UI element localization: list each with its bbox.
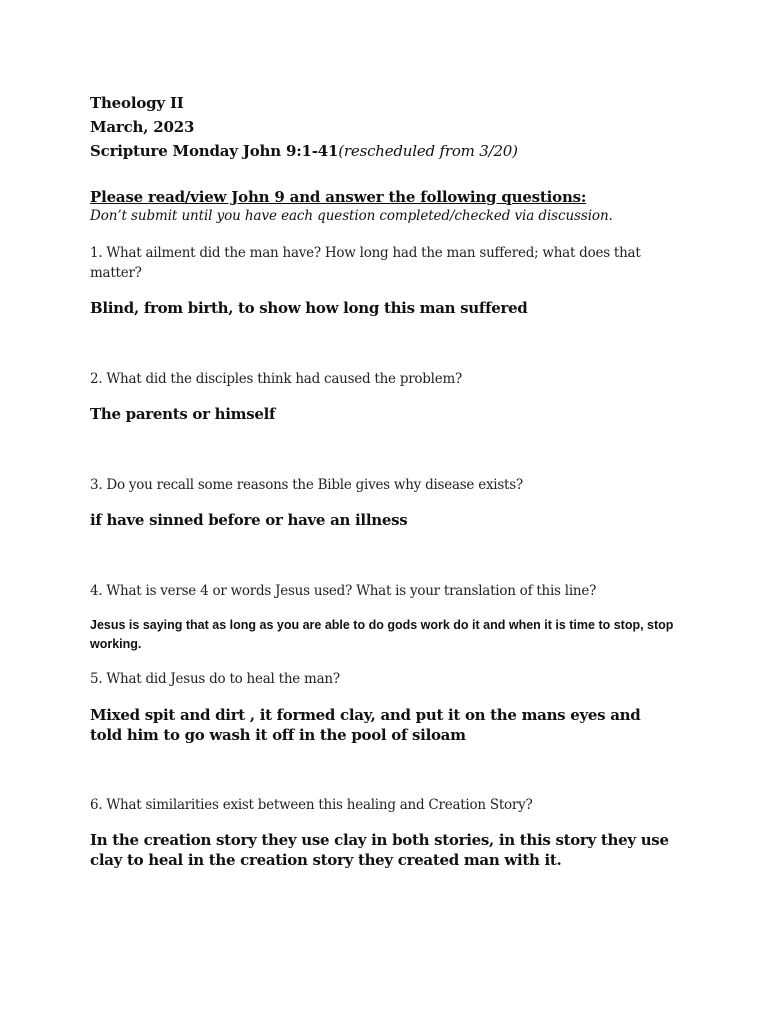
question-4: 4. What is verse 4 or words Jesus used? What is your translation of this line? xyxy=(90,583,597,599)
scripture-line xyxy=(90,142,518,160)
instructions-note: Don’t submit until you have each question completed/checked via discussion. xyxy=(90,208,613,224)
answer-1: Blind, from birth, to show how long this man suffered xyxy=(90,299,528,317)
answer-2: The parents or himself xyxy=(90,405,276,423)
question-5: 5. What did Jesus do to heal the man? xyxy=(90,671,340,687)
question-2: 2. What did the disciples think had caused the problem? xyxy=(90,371,463,387)
answer-6: In the creation story they use clay in both stories, in this story they use clay to heal in the creation story they created man with it. xyxy=(90,831,669,869)
instructions-title: Please read/view John 9 and answer the following questions: xyxy=(90,188,587,206)
question-6: 6. What similarities exist between this healing and Creation Story? xyxy=(90,797,533,813)
answer-3: if have sinned before or have an illness xyxy=(90,511,408,529)
scripture-reference: Scripture Monday John 9:1-41 xyxy=(90,142,339,160)
answer-4: Jesus is saying that as long as you are able to do gods work do it and when it is time to stop, stop working. xyxy=(90,618,674,651)
rescheduled-note: (rescheduled from 3/20) xyxy=(338,142,518,160)
question-1: 1. What ailment did the man have? How long had the man suffered; what does that matter? xyxy=(90,245,641,281)
answer-5: Mixed spit and dirt , it formed clay, and put it on the mans eyes and told him to go wash it off in the pool of siloam xyxy=(90,706,641,744)
course-title: Theology II xyxy=(90,94,184,112)
question-3: 3. Do you recall some reasons the Bible gives why disease exists? xyxy=(90,477,523,493)
date-line: March, 2023 xyxy=(90,118,195,136)
